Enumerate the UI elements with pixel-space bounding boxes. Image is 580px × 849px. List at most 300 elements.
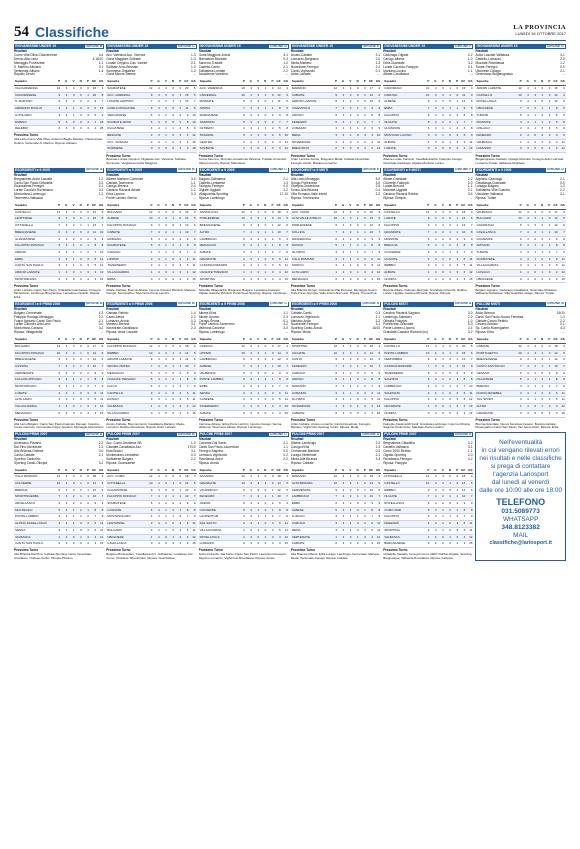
- league-title: GIOVANISSIMI UNDER 15: [476, 44, 518, 48]
- team-name: LUISAGO: [475, 270, 515, 277]
- results-label: Risultati: [106, 172, 119, 177]
- stat-cell: 3: [267, 534, 274, 541]
- stat-cell: 8: [466, 229, 473, 236]
- table-row: [199, 343, 289, 350]
- stat-cell: 0: [76, 370, 83, 377]
- stat-cell: 4: [61, 223, 68, 230]
- col-3: N: [76, 79, 83, 85]
- stat-cell: 4: [153, 243, 160, 250]
- team-name: VILLAGUARDIA: [199, 527, 239, 534]
- match-score: 2-2: [560, 188, 565, 193]
- stat-cell: 4: [523, 270, 530, 277]
- match-teams: Castello-Valbasca: [383, 444, 409, 449]
- stat-cell: 14: [90, 480, 97, 487]
- stat-cell: 4: [61, 501, 68, 508]
- table-row: [475, 243, 565, 250]
- stat-cell: 12: [239, 343, 246, 350]
- stat-cell: 0: [68, 534, 75, 541]
- table-row: [291, 99, 381, 106]
- stat-cell: 3: [423, 397, 430, 404]
- stat-cell: 7: [275, 514, 282, 521]
- next-round-fixtures: Alta Lario-Bulgaro; Cantù San Paolo-Faloppio Ronago; Cassina-Lurate Caccivio; Cermenate-Fulgor Appiano; Menaggio-Montorfano.: [14, 421, 105, 430]
- stat-cell: 1: [537, 139, 544, 146]
- table-row: [291, 487, 381, 494]
- next-round: [199, 419, 289, 430]
- stat-cell: 7: [459, 514, 466, 521]
- stat-cell: 2: [544, 249, 551, 256]
- stat-cell: 4: [360, 146, 367, 153]
- league-title: ESORDIENTI a 9 2005: [15, 167, 50, 172]
- result-line: [291, 462, 381, 466]
- match-score: 2-1: [98, 452, 104, 457]
- stat-cell: 4: [523, 357, 530, 364]
- stat-cell: 0: [76, 106, 83, 113]
- match-teams: Riposa: Ardor Lazzate: [106, 330, 138, 335]
- stat-cell: 4: [459, 404, 466, 411]
- match-teams: Riposa: Lambrugo: [198, 330, 225, 335]
- stat-cell: 4: [430, 494, 437, 501]
- stat-cell: 1: [452, 357, 459, 364]
- stat-cell: 4: [246, 229, 253, 236]
- stat-cell: 7: [239, 363, 246, 370]
- col-6: GS: [189, 468, 196, 474]
- stat-cell: 4: [459, 270, 466, 277]
- col-1: G: [338, 203, 345, 209]
- stat-cell: 1: [438, 263, 445, 270]
- team-name: TRADATE: [199, 132, 239, 139]
- stat-cell: 11: [97, 397, 104, 404]
- table-row: [106, 534, 196, 541]
- table-row: [475, 249, 565, 256]
- league-title: GIOVANISSIMI UNDER 15: [384, 44, 426, 48]
- team-name: VILLA ROMANÒ: [291, 256, 331, 263]
- stat-cell: 4: [61, 343, 68, 350]
- stat-cell: 6: [146, 501, 153, 508]
- stat-cell: 5: [515, 112, 522, 119]
- stat-cell: 5: [559, 216, 566, 223]
- stat-cell: 4: [239, 126, 246, 133]
- stat-cell: 3: [544, 126, 551, 133]
- stat-cell: 8: [182, 507, 189, 514]
- col-6: GS: [97, 468, 104, 474]
- stat-cell: 3: [54, 527, 61, 534]
- stat-cell: 4: [61, 377, 68, 384]
- team-name: FENEGRÒ: [475, 132, 515, 139]
- stat-cell: 9: [559, 126, 566, 133]
- stat-cell: 6: [367, 256, 374, 263]
- stat-cell: 4: [61, 256, 68, 263]
- col-4: P: [83, 203, 90, 209]
- col-2: V: [161, 203, 168, 209]
- match-score: 2-1: [560, 68, 565, 73]
- stat-cell: 0: [260, 139, 267, 146]
- stat-cell: 1: [445, 534, 452, 541]
- stat-cell: 4: [331, 126, 338, 133]
- col-5: GF: [182, 468, 189, 474]
- table-row: [291, 357, 381, 364]
- stat-cell: 0: [76, 397, 83, 404]
- table-row: [475, 377, 565, 384]
- stat-cell: 1: [83, 507, 90, 514]
- stat-cell: 3: [253, 480, 260, 487]
- stat-cell: 0: [54, 410, 61, 417]
- stat-cell: 4: [61, 236, 68, 243]
- stat-cell: 6: [54, 236, 61, 243]
- team-name: VERGIATESE: [106, 112, 146, 119]
- stat-cell: 1: [345, 132, 352, 139]
- stat-cell: 0: [54, 541, 61, 548]
- stat-cell: 15: [282, 276, 289, 283]
- team-name: SENNA: [14, 527, 54, 534]
- stat-cell: 9: [331, 357, 338, 364]
- stat-cell: 0: [260, 541, 267, 548]
- col-3: N: [168, 203, 175, 209]
- stat-cell: 3: [452, 132, 459, 139]
- stat-cell: 18: [275, 209, 282, 216]
- stat-cell: 0: [345, 276, 352, 283]
- stat-cell: 3: [515, 126, 522, 133]
- stat-cell: 4: [338, 363, 345, 370]
- stat-cell: 1: [360, 229, 367, 236]
- table-row: [291, 236, 381, 243]
- stat-cell: 3: [83, 527, 90, 534]
- table-row: [383, 343, 473, 350]
- table-row: [475, 139, 565, 146]
- team-name: CANTÙ: [291, 357, 331, 364]
- stat-cell: 7: [189, 99, 196, 106]
- stat-cell: 5: [459, 527, 466, 534]
- next-round: [106, 419, 196, 430]
- stat-cell: 1: [175, 243, 182, 250]
- stat-cell: 2: [452, 501, 459, 508]
- stat-cell: 5: [331, 119, 338, 126]
- stat-cell: 3: [68, 92, 75, 99]
- stat-cell: 5: [282, 216, 289, 223]
- stat-cell: 1: [352, 534, 359, 541]
- stat-cell: 4: [153, 99, 160, 106]
- stat-cell: 8: [97, 243, 104, 250]
- stat-cell: 4: [338, 229, 345, 236]
- match-score: 1-2: [190, 68, 196, 73]
- stat-cell: 2: [83, 370, 90, 377]
- col-squadre: Squadre: [383, 203, 423, 209]
- stat-cell: 4: [246, 236, 253, 243]
- standings-table: [199, 79, 289, 153]
- stat-cell: 0: [260, 410, 267, 417]
- col-squadre: Squadre: [291, 203, 331, 209]
- stat-cell: 7: [466, 494, 473, 501]
- stat-cell: 10: [239, 92, 246, 99]
- col-squadre: Squadre: [291, 79, 331, 85]
- stat-cell: 17: [367, 86, 374, 93]
- team-name: CASNATE: [106, 507, 146, 514]
- stat-cell: 4: [331, 249, 338, 256]
- match-score: 2-1: [467, 188, 473, 193]
- league-header: [199, 168, 289, 173]
- next-round: [475, 285, 565, 296]
- match-score: 3-3: [98, 188, 104, 193]
- stat-cell: 6: [182, 126, 189, 133]
- stat-cell: 5: [54, 243, 61, 250]
- match-score: 1-3: [560, 314, 565, 319]
- stat-cell: 0: [168, 343, 175, 350]
- match-teams: Gorla Minore-Varese: [106, 72, 136, 77]
- stat-cell: 0: [445, 370, 452, 377]
- team-name: MENAGGIO: [199, 243, 239, 250]
- stat-cell: 0: [345, 146, 352, 153]
- stat-cell: 4: [430, 410, 437, 417]
- match-score: 1-1: [190, 180, 196, 185]
- team-name: CADORAGO: [383, 86, 423, 93]
- table-row: [14, 343, 104, 350]
- stat-cell: 1: [260, 86, 267, 93]
- table-row: [383, 363, 473, 370]
- stat-cell: 9: [423, 216, 430, 223]
- stat-cell: 0: [260, 501, 267, 508]
- table-row: [199, 236, 289, 243]
- table-row: [14, 363, 104, 370]
- stat-cell: 4: [338, 534, 345, 541]
- stat-cell: 0: [438, 541, 445, 548]
- stat-cell: 6: [90, 521, 97, 528]
- stat-cell: 0: [76, 229, 83, 236]
- stat-cell: 8: [459, 243, 466, 250]
- stat-cell: 3: [423, 132, 430, 139]
- team-name: OLYMPIC: [291, 397, 331, 404]
- match-teams: Casnate-Cavallasca Azz.: [106, 444, 142, 449]
- stat-cell: 5: [551, 263, 558, 270]
- match-score: 4-3: [98, 310, 104, 315]
- stat-cell: 4: [68, 343, 75, 350]
- stat-cell: 3: [331, 263, 338, 270]
- match-score: 2-2: [98, 314, 104, 319]
- match-teams: Montorfano-Cassina: [14, 326, 43, 331]
- stat-cell: 1: [345, 249, 352, 256]
- stat-cell: 10: [97, 249, 104, 256]
- stat-cell: 4: [430, 343, 437, 350]
- team-name: BREGNANESE: [14, 357, 54, 364]
- stat-cell: 1: [352, 229, 359, 236]
- stat-cell: 1: [83, 377, 90, 384]
- stat-cell: 0: [260, 99, 267, 106]
- stat-cell: 1: [68, 249, 75, 256]
- match-teams: Albate-Cavallasca: [383, 72, 409, 77]
- team-name: TAU SPORT: [475, 397, 515, 404]
- table-row: [199, 270, 289, 277]
- stat-cell: 2: [76, 507, 83, 514]
- col-0: P: [239, 468, 246, 474]
- stat-cell: 1: [423, 139, 430, 146]
- stat-cell: 1: [360, 494, 367, 501]
- stat-cell: 1: [260, 494, 267, 501]
- team-name: CANTELLO: [106, 390, 146, 397]
- stat-cell: 4: [438, 343, 445, 350]
- stat-cell: 1: [253, 263, 260, 270]
- standings-table: [199, 203, 289, 283]
- standings-grid: [14, 44, 566, 563]
- stat-cell: 2: [68, 229, 75, 236]
- team-name: GRANDATE: [199, 256, 239, 263]
- match-score: 1-0: [190, 64, 196, 69]
- stat-cell: 0: [537, 126, 544, 133]
- stat-cell: 12: [423, 474, 430, 481]
- stat-cell: 0: [360, 474, 367, 481]
- table-row: [199, 146, 289, 153]
- col-2: V: [530, 203, 537, 209]
- stat-cell: 1: [445, 249, 452, 256]
- notice-line: dalle ore 10:00 alle ore 18:00: [479, 487, 563, 495]
- stat-cell: 1: [360, 119, 367, 126]
- stat-cell: 5: [423, 119, 430, 126]
- stat-cell: 9: [374, 370, 381, 377]
- stat-cell: 3: [161, 223, 168, 230]
- stat-cell: 2: [83, 236, 90, 243]
- team-name: SAGNINO: [199, 474, 239, 481]
- col-3: N: [168, 79, 175, 85]
- stat-cell: 7: [54, 223, 61, 230]
- table-row: [199, 99, 289, 106]
- team-name: FALOPPIO RONAGO: [106, 223, 146, 230]
- team-name: CITTADELLA: [14, 223, 54, 230]
- stat-cell: 1: [267, 487, 274, 494]
- issue-date: LUNEDÌ 16 OTTOBRE 2017: [515, 31, 566, 36]
- match-teams: Montesolaro-Lentatese: [106, 452, 139, 457]
- stat-cell: 3: [452, 397, 459, 404]
- stat-cell: 1: [452, 487, 459, 494]
- col-2: V: [68, 468, 75, 474]
- match-score: 3-2: [98, 326, 104, 331]
- stat-cell: 2: [345, 501, 352, 508]
- stat-cell: 1: [345, 507, 352, 514]
- team-name: ALTA LARIO: [14, 397, 54, 404]
- notice-line: Nell'eventualità: [499, 439, 543, 447]
- table-row: [291, 86, 381, 93]
- stat-cell: 4: [153, 276, 160, 283]
- stat-cell: 5: [423, 507, 430, 514]
- team-name: SORICO: [291, 263, 331, 270]
- col-3: N: [260, 79, 267, 85]
- stat-cell: 4: [430, 404, 437, 411]
- stat-cell: 11: [466, 256, 473, 263]
- stat-cell: 9: [374, 236, 381, 243]
- table-row: [291, 92, 381, 99]
- stat-cell: 3: [239, 256, 246, 263]
- team-name: REBBIO: [383, 487, 423, 494]
- stat-cell: 6: [367, 126, 374, 133]
- stat-cell: 4: [61, 209, 68, 216]
- stat-cell: 9: [367, 106, 374, 113]
- team-name: ERBA: [291, 501, 331, 508]
- stat-cell: 4: [61, 106, 68, 113]
- result-line: [291, 197, 381, 201]
- stat-cell: 4: [246, 487, 253, 494]
- match-score: ...: [377, 72, 381, 77]
- stat-cell: 3: [267, 527, 274, 534]
- stat-cell: 4: [267, 276, 274, 283]
- stat-cell: 4: [61, 86, 68, 93]
- col-6: GS: [282, 79, 289, 85]
- stat-cell: 6: [367, 390, 374, 397]
- team-name: CANTÙ SAN PAOLO: [14, 263, 54, 270]
- stat-cell: 4: [430, 270, 437, 277]
- table-row: [199, 404, 289, 411]
- stat-cell: 3: [54, 106, 61, 113]
- table-row: [14, 397, 104, 404]
- stat-cell: 4: [523, 119, 530, 126]
- stat-cell: 9: [239, 99, 246, 106]
- match-teams: Tavernerio-Valbasca: [14, 196, 43, 201]
- stat-cell: 0: [161, 404, 168, 411]
- stat-cell: 2: [544, 119, 551, 126]
- stat-cell: 1: [76, 480, 83, 487]
- stat-cell: 4: [338, 106, 345, 113]
- stat-cell: 6: [90, 390, 97, 397]
- league-header: [291, 302, 381, 307]
- stat-cell: 3: [459, 276, 466, 283]
- table-row: [199, 384, 289, 391]
- stat-cell: 1: [239, 404, 246, 411]
- team-name: CASSINA: [14, 363, 54, 370]
- stat-cell: 1: [360, 377, 367, 384]
- stat-cell: 1: [267, 106, 274, 113]
- table-row: [291, 216, 381, 223]
- stat-cell: 4: [345, 343, 352, 350]
- stat-cell: 2: [345, 106, 352, 113]
- stat-cell: 4: [338, 494, 345, 501]
- stat-cell: 2: [445, 507, 452, 514]
- stat-cell: 4: [246, 480, 253, 487]
- stat-cell: 4: [90, 404, 97, 411]
- stat-cell: 3: [239, 263, 246, 270]
- stat-cell: 4: [331, 514, 338, 521]
- stat-cell: 12: [97, 263, 104, 270]
- next-round: [291, 419, 381, 430]
- match-teams: Solbiatese-Lentate: [198, 68, 226, 73]
- stat-cell: 4: [97, 474, 104, 481]
- stat-cell: 0: [83, 474, 90, 481]
- match-score: 3-2: [98, 460, 104, 465]
- stat-cell: 4: [153, 249, 160, 256]
- stat-cell: 3: [544, 397, 551, 404]
- stat-cell: 8: [90, 507, 97, 514]
- stat-cell: 3: [360, 256, 367, 263]
- next-round: [14, 134, 104, 145]
- stat-cell: 4: [275, 139, 282, 146]
- stat-cell: 6: [423, 236, 430, 243]
- stat-cell: 4: [54, 514, 61, 521]
- table-row: [14, 229, 104, 236]
- stat-cell: 2: [253, 501, 260, 508]
- stat-cell: 21: [90, 209, 97, 216]
- stat-cell: 4: [246, 263, 253, 270]
- stat-cell: 18: [90, 474, 97, 481]
- team-name: LAMBRUGO: [199, 357, 239, 364]
- stat-cell: 4: [530, 209, 537, 216]
- team-name: VILLAGUARDIA: [106, 410, 146, 417]
- results-label: Risultati: [14, 306, 27, 311]
- stat-cell: 6: [374, 487, 381, 494]
- stat-cell: 6: [239, 370, 246, 377]
- stat-cell: 1: [260, 350, 267, 357]
- stat-cell: 4: [153, 541, 160, 548]
- stat-cell: 0: [537, 256, 544, 263]
- table-row: [291, 377, 381, 384]
- stat-cell: 7: [97, 223, 104, 230]
- table-row: [475, 357, 565, 364]
- stat-cell: 0: [168, 112, 175, 119]
- stat-cell: 12: [331, 474, 338, 481]
- stat-cell: 4: [153, 343, 160, 350]
